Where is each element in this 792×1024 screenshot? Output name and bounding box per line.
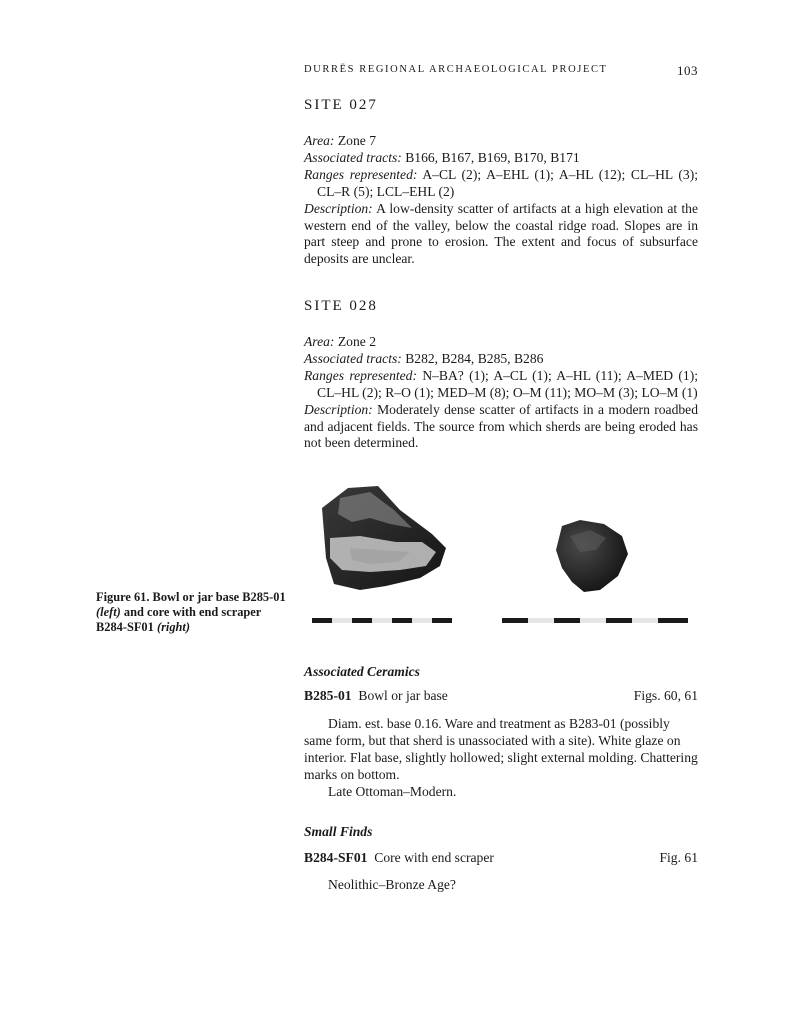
site-028-ranges: Ranges represented: N–BA? (1); A–CL (1); A–HL (11); A–MED (1); CL–HL (2); R–O (1); MED–M (8); O–M (11); MO–M (3); LO–M (1) (304, 367, 698, 400)
page-number: 103 (677, 63, 698, 78)
small-finds-heading: Small Finds (304, 824, 373, 839)
ceramics-catalog-line (304, 688, 698, 704)
core-image (556, 520, 628, 592)
small-finds-name: Core with end scraper (374, 850, 494, 865)
small-finds-catalog-line (304, 850, 698, 866)
small-finds-description (304, 876, 698, 893)
scale-bar-left (312, 618, 452, 623)
ceramics-id: B285-01 (304, 688, 352, 703)
site-028-entry (304, 334, 698, 452)
ceramics-description (304, 715, 698, 800)
site-027-ranges: Ranges represented: A–CL (2); A–EHL (1); A–HL (12); CL–HL (3); CL–R (5); LCL–EHL (2) (304, 166, 699, 199)
running-head (304, 64, 698, 80)
site-027-entry (304, 133, 698, 268)
ceramics-name: Bowl or jar base (358, 688, 448, 703)
ceramics-text: Diam. est. base 0.16. Ware and treatment as B283-01 (possibly same form, but that sherd is unassociated with a site). White glaze on interior. Flat base, slightly hollowed; slight external molding. Chattering marks on bottom. (304, 716, 698, 782)
small-finds-date: Neolithic–Bronze Age? (328, 877, 456, 892)
site-028-tracts: Associated tracts: B282, B284, B285, B286 (304, 350, 544, 366)
site-027-tracts: Associated tracts: B166, B167, B169, B170, B171 (304, 149, 580, 165)
site-028-area: Area: Zone 2 (304, 334, 376, 349)
running-head-title: DURRËS REGIONAL ARCHAEOLOGICAL PROJECT (304, 64, 608, 75)
figure-61-svg (300, 478, 700, 628)
site-028-heading: SITE 028 (304, 298, 378, 314)
figure-61-photo (300, 478, 700, 628)
ceramics-date: Late Ottoman–Modern. (328, 784, 457, 799)
site-027-heading: SITE 027 (304, 97, 378, 113)
site-027-description: Description: A low-density scatter of artifacts at a high elevation at the western end of the valley, below the coastal ridge road. Slopes are in part steep and prone to erosion. The extent and focus of subsurface deposits are unclear. (304, 200, 698, 267)
ceramics-figs: Figs. 60, 61 (633, 688, 698, 703)
figure-61-caption: Figure 61. Bowl or jar base B285-01 (left) and core with end scraper B284-SF01 (right) (96, 590, 286, 634)
associated-ceramics-heading: Associated Ceramics (304, 664, 420, 679)
site-028-description: Description: Moderately dense scatter of artifacts in a modern roadbed and adjacent fields. The source from which sherds are being eroded has not been determined. (304, 401, 698, 451)
small-finds-id: B284-SF01 (304, 850, 368, 865)
site-027-area: Area: Zone 7 (304, 133, 376, 148)
small-finds-figs: Fig. 61 (659, 850, 698, 865)
sherd-image (322, 486, 446, 590)
scale-bar-right (502, 618, 688, 623)
